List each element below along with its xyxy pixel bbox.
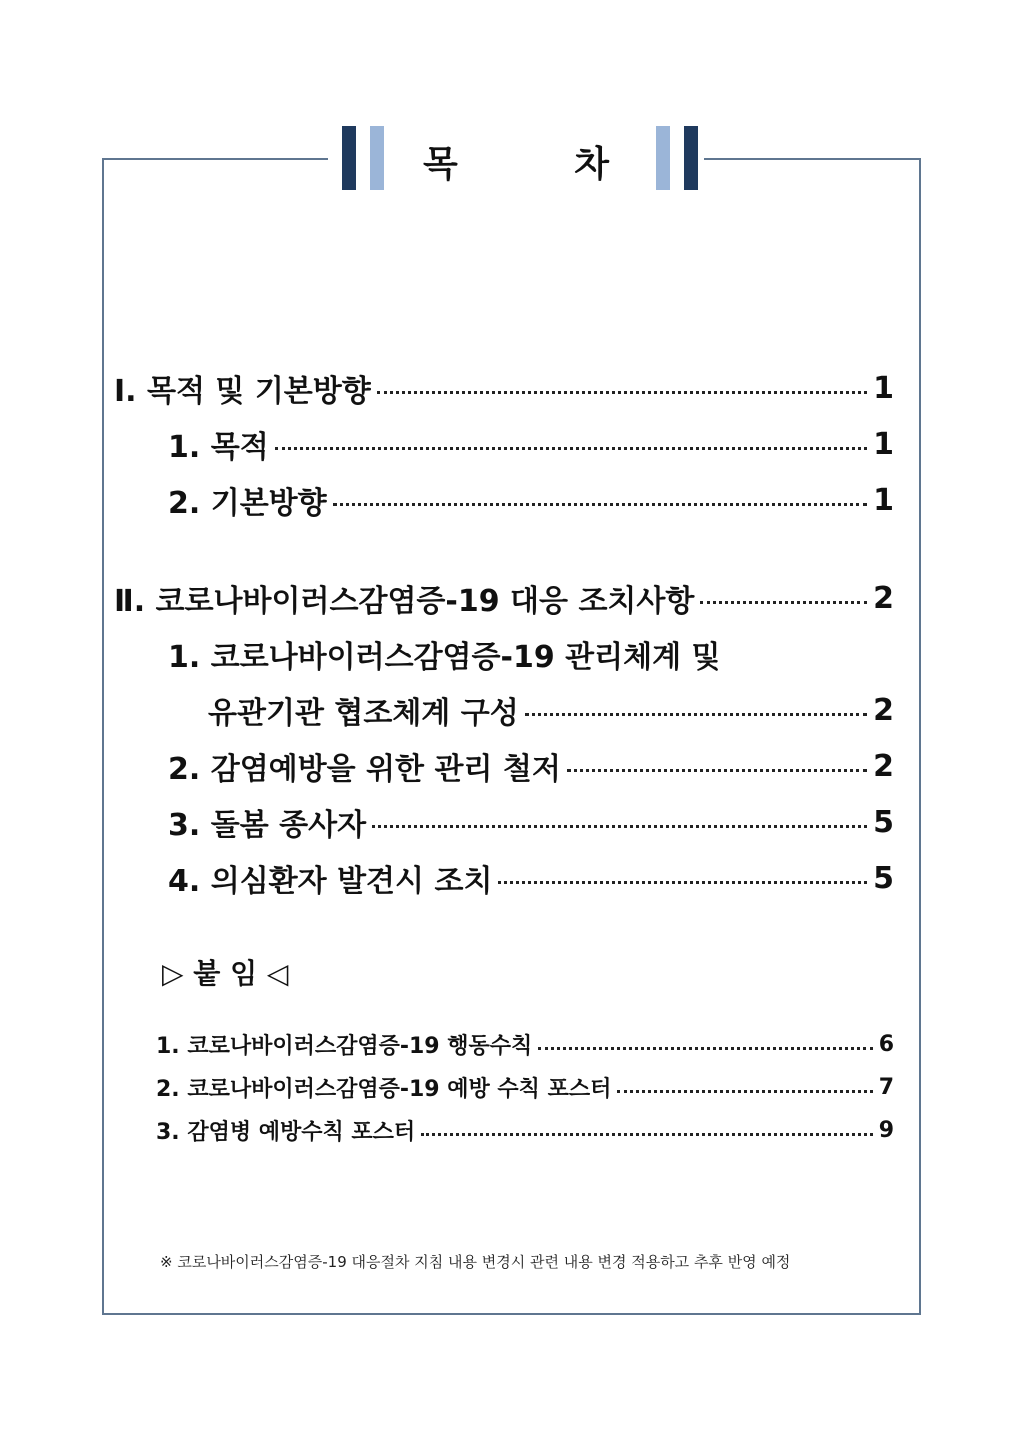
toc-label: 유관기관 협조체계 구성 [208,696,519,731]
toc-leader-dots [333,503,867,506]
toc-label: 1. 코로나바이러스감염증-19 행동수칙 [156,1034,533,1059]
toc-entry-chapter-1[interactable] [114,366,894,410]
toc-label: 2. 감염예방을 위한 관리 철저 [168,752,561,787]
toc-page-number: 1 [873,482,894,518]
toc-label: 3. 돌봄 종사자 [168,808,367,843]
toc-leader-dots [538,1047,872,1050]
toc-label: 2. 코로나바이러스감염증-19 예방 수칙 포스터 [156,1077,612,1102]
annex-entry-1[interactable] [156,1029,894,1060]
toc-leader-dots [421,1133,873,1136]
toc-page-number: 7 [878,1075,894,1100]
toc-entry-1-1[interactable] [168,422,894,466]
toc-leader-dots [567,769,867,772]
annex-heading: ▷ 붙 임 ◁ [162,957,289,990]
toc-label: Ⅱ. 코로나바이러스감염증-19 대응 조치사항 [114,584,695,619]
toc-entry-2-4[interactable] [168,856,894,900]
toc-entry-chapter-2[interactable] [114,576,894,620]
toc-leader-dots [700,601,867,604]
toc-page-number: 2 [873,692,894,728]
annex-entry-3[interactable] [156,1115,894,1146]
toc-entry-1-2[interactable] [168,478,894,522]
toc-entry-2-2[interactable] [168,744,894,788]
toc-page-number: 1 [873,426,894,462]
toc-page-number: 5 [873,804,894,840]
toc-page-number: 1 [873,370,894,406]
toc-page-number: 6 [878,1032,894,1057]
toc-page-number: 2 [873,580,894,616]
toc-label: 1. 목적 [168,430,269,465]
toc-entry-2-1[interactable] [208,688,894,732]
toc-page-number: 9 [878,1118,894,1143]
toc-leader-dots [525,713,867,716]
toc-leader-dots [498,881,867,884]
toc-entry-2-1-line1[interactable]: 1. 코로나바이러스감염증-19 관리체계 및 [168,640,721,675]
toc-label: 2. 기본방향 [168,486,327,521]
toc-label: 4. 의심환자 발견시 조치 [168,864,493,899]
toc-label: 3. 감염병 예방수칙 포스터 [156,1120,416,1145]
toc-label: Ⅰ. 목적 및 기본방향 [114,374,371,409]
page-title: 목 차 [422,144,662,185]
annex-entry-2[interactable] [156,1072,894,1103]
toc-leader-dots [372,825,867,828]
footnote: ※ 코로나바이러스감염증-19 대응절차 지침 내용 변경시 관련 내용 변경 적용하고 추후 반영 예정 [160,1253,791,1271]
toc-entry-2-3[interactable] [168,800,894,844]
toc-page-number: 5 [873,860,894,896]
toc-leader-dots [617,1090,872,1093]
title-block [328,126,704,190]
toc-leader-dots [275,447,867,450]
toc-page-number: 2 [873,748,894,784]
toc-leader-dots [377,391,867,394]
